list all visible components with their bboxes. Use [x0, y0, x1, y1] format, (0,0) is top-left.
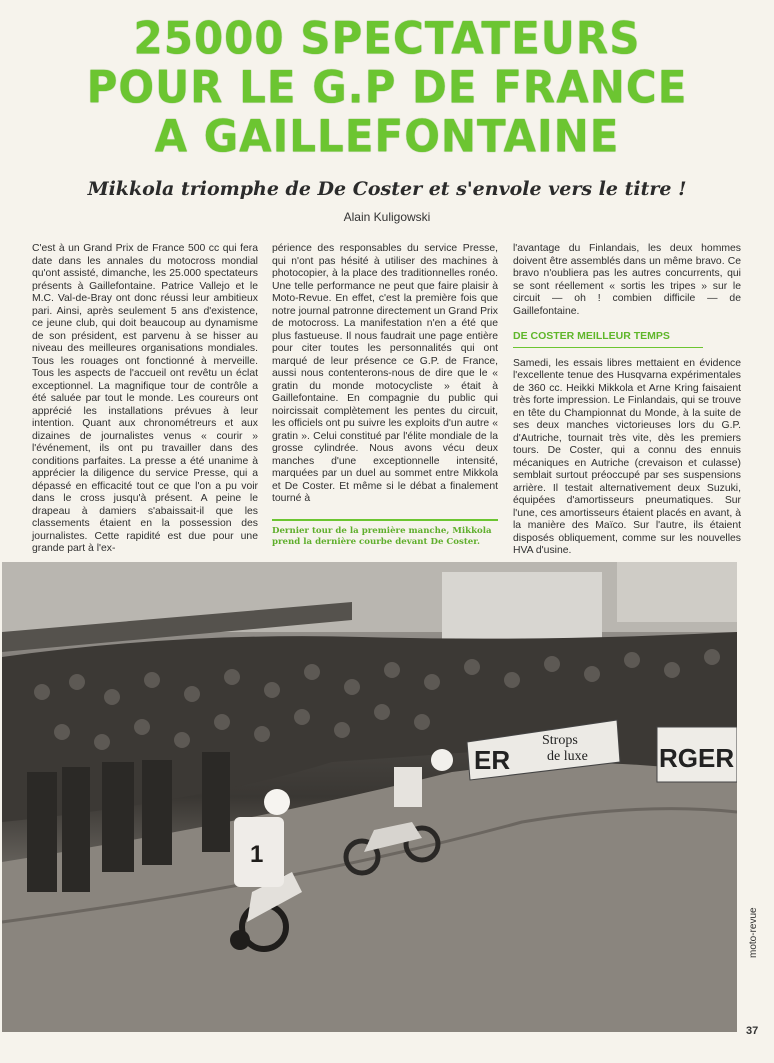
- headline-line-2: POUR LE G.P DE FRANCE: [86, 61, 688, 114]
- race-photo-illustration: [2, 562, 737, 1032]
- article-subtitle: Mikkola triomphe de De Coster et s'envole vers le titre !: [87, 178, 687, 200]
- article-column-2: [272, 243, 498, 506]
- photo-tent: [442, 572, 602, 642]
- headline: [0, 14, 774, 161]
- article-column-3: [513, 243, 741, 558]
- page-number: 37: [746, 1025, 759, 1037]
- photo-building: [617, 562, 737, 622]
- magazine-name-sidebar: moto-revue: [748, 907, 759, 958]
- banner-text-2: de luxe: [547, 749, 588, 764]
- rider-number: 1: [250, 841, 264, 868]
- headline-line-3: A GAILLEFONTAINE: [154, 110, 620, 163]
- caption-divider: [272, 519, 498, 521]
- column-2-text: périence des responsables du service Presse, qui n'ont pas hésité à utiliser des machines à photocopier, à la place des traditionnelles ronéo. Une telle performance ne peut que faire plaisir à Moto-Revue. En effet, c'est la première fois que notre journal patronne directement un Grand Prix de motocross. La manifestation n'en a été que plus fastueuse. Il nous faudrait une page entière pour citer toutes les personnalités qui ont marqué de leur présence ce G.P. de France, aussi nous contenterons-nous de dire que le « gratin du monde motocycliste » était à Gaillefontaine. En compagnie du public qui noircissait complètement les pentes du circuit, les officiels ont pu suivre les exploits d'un autre « gratin ». Celui constitué par l'élite mondiale de la grosse cylindrée. Nous avons vécu deux manches d'une exceptionnelle intensité, marquées par un duel au sommet entre Mikkola et De Coster. Et même si le débat a finalement tourné à: [272, 243, 498, 504]
- section-heading: DE COSTER MEILLEUR TEMPS: [513, 330, 670, 342]
- banner-text-1: Strops: [542, 733, 578, 748]
- section-divider: [513, 347, 703, 348]
- banner-left-text: ER: [474, 745, 511, 775]
- column-3-text-intro: l'avantage du Finlandais, les deux hommes doivent être assemblés dans un même bravo. Ce bravo n'oubliera pas les autres concurrents, qui se sont réellement « sortis les tripes » sur le circuit — oh ! combien difficile — de Gaillefontaine.: [513, 243, 741, 317]
- headline-line-1: 25000 SPECTATEURS: [133, 12, 641, 65]
- board-right-text: RGER: [659, 743, 735, 773]
- photo-caption: Dernier tour de la première manche, Mikkola prend la dernière courbe devant De Coster.: [272, 526, 492, 547]
- race-photo: [2, 562, 737, 1032]
- author-byline: Alain Kuligowski: [343, 210, 431, 224]
- column-3-text-body: Samedi, les essais libres mettaient en évidence l'excellente tenue des Husqvarna expérimentales de 360 cc. Heikki Mikkola et Arne Kring faisaient très forte impression. Le Finlandais, qui se trouve en tête du Championnat du Monde, à la suite de ses deux manches victorieuses lors du G.P. d'Autriche, tournait très vite, dès les premiers tours. De Coster, qui a connu des ennuis mécaniques en Autriche (crevaison et culasse) semblait surtout préoccupé par ses suspensions arrière. Il testait alternativement deux Suzuki, équipées d'amortisseurs pneumatiques. Sur l'une, ces amortisseurs étaient placés en avant, à la manière des Maïco. Sur l'autre, ils étaient disposés obliquement, comme sur les nouvelles HVA d'usine.: [513, 357, 741, 556]
- article-column-1: [32, 243, 258, 556]
- column-1-text: C'est à un Grand Prix de France 500 cc qui fera date dans les annales du motocross mondial qu'ont assisté, dimanche, les 25.000 spectateurs présents à Gaillefontaine. Patrice Vallejo et le M.C. Val-de-Bray ont donc réussi leur ambitieux pari. Ainsi, après seulement 5 ans d'existence, ce jeune club, qui doit beaucoup au dynamisme de son président, est parvenu à se hisser au niveau des meilleures organisations mondiales. Tous les rouages ont fonctionné à merveille. Tous les aspects de l'accueil ont revêtu un éclat exceptionnel. La magnifique tour de contrôle a été saluée par tout le monde. Les coureurs ont apprécié les installations prévues à leur intention. Quant aux chronométreurs et aux dizaines de journalistes venus « courir » l'événement, ils ont pu travailler dans des conditions parfaites. La presse a été unanime à apprécier la diligence du service Presse, qui a dépassé en efficacité tout ce que l'on a pu voir dans le cross jusqu'à présent. A peine le drapeau à damiers s'abaissait-il que les classements étaient en la possession des journalistes. Cette rapidité est due pour une grande part à l'ex-: [32, 243, 258, 554]
